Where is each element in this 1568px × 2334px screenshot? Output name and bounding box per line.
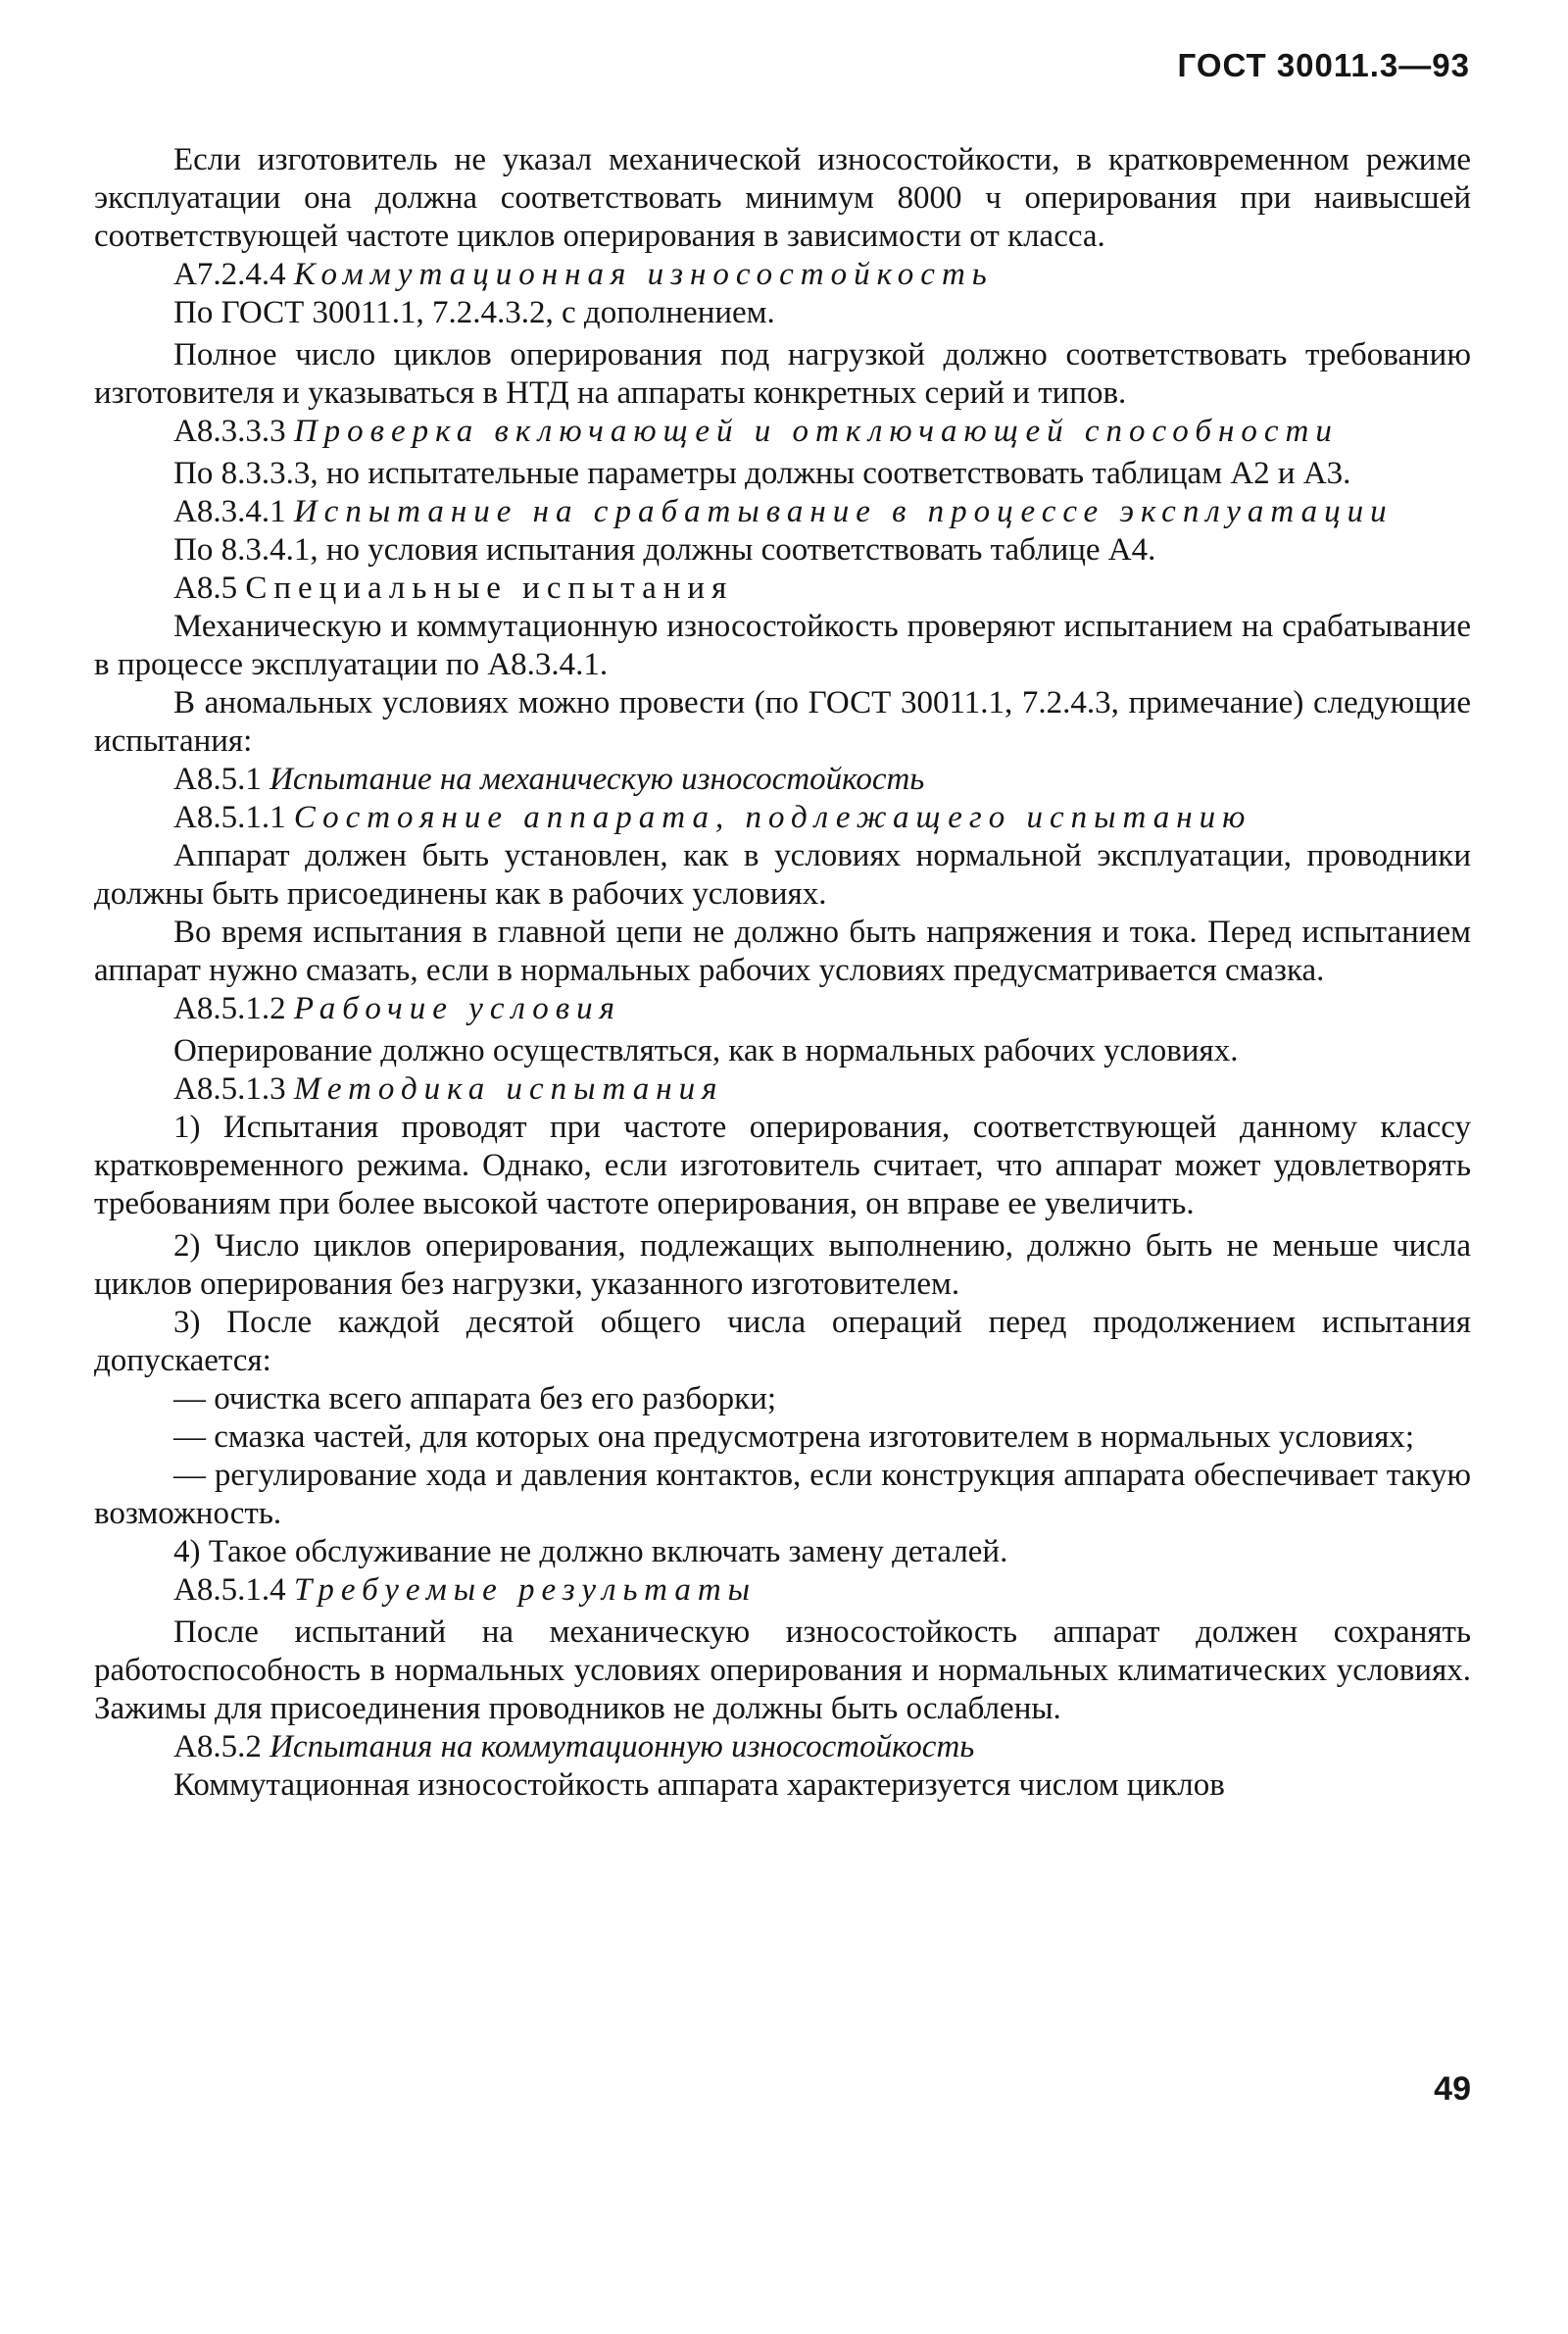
list-item: 3) После каждой десятой общего числа операций перед продолжением испытания допускается: bbox=[94, 1305, 1471, 1378]
paragraph: Аппарат должен быть установлен, как в условиях нормальной эксплуатации, проводники должны быть присоединены как в рабочих условиях. bbox=[94, 838, 1471, 912]
paragraph: По 8.3.4.1, но условия испытания должны соответствовать таблице А4. bbox=[173, 532, 1156, 568]
list-item: — очистка всего аппарата без его разборки; bbox=[173, 1381, 777, 1416]
section-number: А8.3.4.1 bbox=[173, 494, 286, 529]
paragraph: Механическую и коммутационную износостойкость проверяют испытанием на срабатывание в процессе эксплуатации по А8.3.4.1. bbox=[94, 609, 1471, 682]
section-heading-a851 bbox=[94, 761, 1471, 799]
document-code-header: ГОСТ 30011.3—93 bbox=[1177, 47, 1470, 83]
list-item: — смазка частей, для которых она предусмотрена изготовителем в нормальных условиях; bbox=[173, 1419, 1415, 1455]
section-heading-a8513 bbox=[94, 1070, 1471, 1109]
section-number: А8.5 bbox=[173, 571, 238, 606]
section-heading-a85 bbox=[94, 570, 1471, 608]
section-heading-a8341 bbox=[94, 493, 1471, 531]
section-title: Проверка включающей и отключающей способности bbox=[293, 414, 1339, 449]
section-heading-a8512 bbox=[94, 990, 1471, 1028]
list-item: 4) Такое обслуживание не должно включать замену деталей. bbox=[173, 1534, 1008, 1569]
section-title: Испытание на срабатывание в процессе эксплуатации bbox=[293, 494, 1394, 529]
page-body bbox=[94, 141, 1471, 1805]
section-title: Рабочие условия bbox=[293, 991, 621, 1026]
section-number: А8.3.3.3 bbox=[173, 414, 286, 449]
paragraph: После испытаний на механическую износостойкость аппарат должен сохранять работоспособность в нормальных условиях оперирования и нормальных климатических условиях. Зажимы для присоединения проводников не должны быть ослаблены. bbox=[94, 1614, 1471, 1726]
section-number: А7.2.4.4 bbox=[173, 257, 286, 292]
section-title: Коммутационная износостойкость bbox=[293, 257, 994, 292]
section-heading-a8514 bbox=[94, 1571, 1471, 1610]
paragraph: Полное число циклов оперирования под нагрузкой должно соответствовать требованию изготовителя и указываться в НТД на аппараты конкретных серий и типов. bbox=[94, 337, 1471, 411]
list-item: 2) Число циклов оперирования, подлежащих выполнению, должно быть не меньше числа циклов оперирования без нагрузки, указанного изготовителем. bbox=[94, 1228, 1471, 1302]
paragraph: Оперирование должно осуществляться, как в нормальных рабочих условиях. bbox=[173, 1033, 1239, 1068]
section-heading-a7244 bbox=[94, 256, 1471, 294]
section-title: Испытания на коммутационную износостойкость bbox=[270, 1729, 975, 1764]
section-title: Требуемые результаты bbox=[293, 1572, 758, 1608]
section-title: Состояние аппарата, подлежащего испытанию bbox=[293, 800, 1252, 835]
section-number: А8.5.1.3 bbox=[173, 1071, 286, 1107]
paragraph: По ГОСТ 30011.1, 7.2.4.3.2, с дополнением. bbox=[173, 295, 775, 330]
section-number: А8.5.1.4 bbox=[173, 1572, 286, 1608]
list-item: — регулирование хода и давления контактов, если конструкция аппарата обеспечивает такую возможность. bbox=[94, 1458, 1471, 1531]
section-title: Методика испытания bbox=[293, 1071, 724, 1107]
section-heading-a8333 bbox=[94, 413, 1471, 451]
section-number: А8.5.2 bbox=[173, 1729, 262, 1764]
section-title: Испытание на механическую износостойкость bbox=[270, 762, 925, 797]
section-heading-a852 bbox=[94, 1728, 1471, 1766]
paragraph: Во время испытания в главной цепи не должно быть напряжения и тока. Перед испытанием аппарат нужно смазать, если в нормальных рабочих условиях предусматривается смазка. bbox=[94, 915, 1471, 988]
list-item: 1) Испытания проводят при частоте оперирования, соответствующей данному классу кратковременного режима. Однако, если изготовитель считает, что аппарат может удовлетворять требованиям при более высокой частоте оперирования, он вправе ее увеличить. bbox=[94, 1110, 1471, 1221]
section-number: А8.5.1 bbox=[173, 762, 262, 797]
paragraph: В аномальных условиях можно провести (по ГОСТ 30011.1, 7.2.4.3, примечание) следующие испытания: bbox=[94, 685, 1471, 759]
paragraph: По 8.3.3.3, но испытательные параметры должны соответствовать таблицам А2 и А3. bbox=[173, 456, 1351, 491]
paragraph: Если изготовитель не указал механической износостойкости, в кратковременном режиме эксплуатации она должна соответствовать минимум 8000 ч оперирования при наивысшей соответствующей частоте циклов оперирования в зависимости от класса. bbox=[94, 142, 1471, 254]
section-heading-a8511 bbox=[94, 799, 1471, 837]
section-title: Специальные испытания bbox=[245, 571, 734, 606]
section-number: А8.5.1.2 bbox=[173, 991, 286, 1026]
section-number: А8.5.1.1 bbox=[173, 800, 286, 835]
paragraph: Коммутационная износостойкость аппарата характеризуется числом циклов bbox=[173, 1767, 1225, 1803]
page-number: 49 bbox=[1434, 2070, 1471, 2108]
